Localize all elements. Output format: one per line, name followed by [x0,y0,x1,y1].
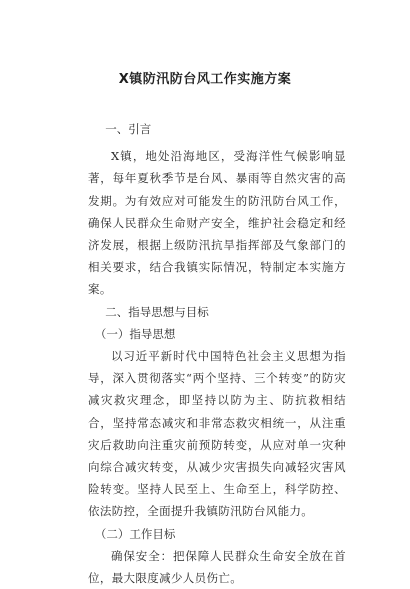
subheading-guiding-ideology: （一）指导思想 [94,326,176,341]
section-heading-introduction: 一、引言 [105,122,152,136]
paragraph-introduction: X镇，地处沿海地区，受海洋性气候影响显著，每年夏秋季节是台风、暴雨等自然灾害的高发期。为有效应对可能发生的防汛防台风工作，确保人民群众生命财产安全，维护社会稳定和经济发展，根据上级防汛抗旱指挥部及气象部门的相关要求，结合我镇实际情况，特制定本实施方案。 [88,149,346,297]
paragraph-guiding-ideology: 以习近平新时代中国特色社会主义思想为指导，深入贯彻落实“两个坚持、三个转变”的防灾减灾救灾理念，即坚持以防为主、防抗救相结合，坚持常态减灾和非常态救灾相统一，从注重灾后救助向注重灾前预防转变，从应对单一灾种向综合减灾转变，从减少灾害损失向减轻灾害风险转变。坚持人民至上、生命至上，科学防控、依法防控，全面提升我镇防汛防台风能力。 [88,349,346,519]
subheading-work-goals: （二）工作目标 [94,526,176,541]
document-body [88,118,346,589]
paragraph-work-goals: 确保安全：把保障人民群众生命安全放在首位，最大限度减少人员伤亡。 [88,548,346,586]
section-heading-guiding-principles: 二、指导思想与目标 [105,304,209,319]
document-title: X镇防汛防台风工作实施方案 [118,72,292,87]
